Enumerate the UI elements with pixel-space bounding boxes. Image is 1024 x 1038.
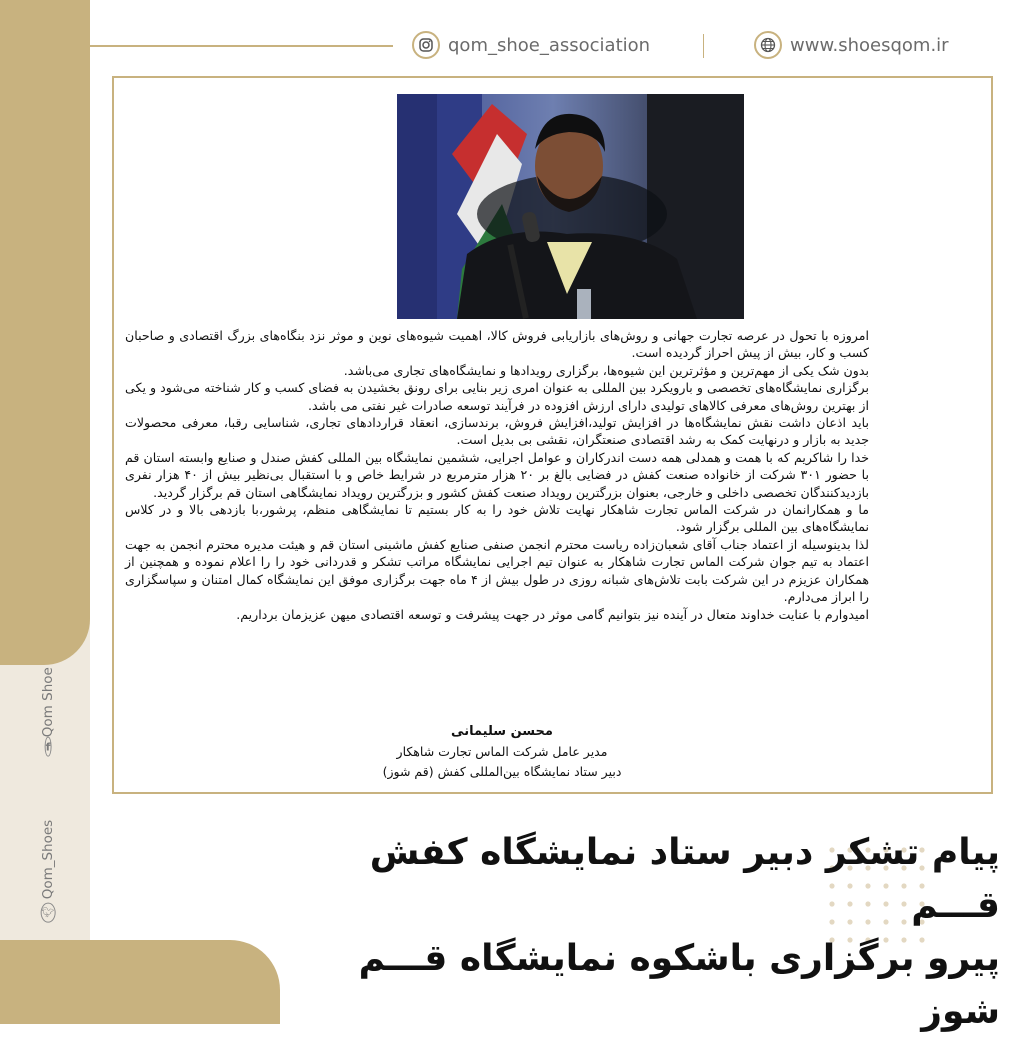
paragraph: بدون شک یکی از مهم‌ترین و مؤثرترین این شیوه‌ها، برگزاری رویدادها و نمایشگاه‌های تجاری می‌باشد. <box>343 362 869 378</box>
twitter-label: Qom_Shoes <box>40 819 56 900</box>
paragraph: خدا را شاکریم که با همت و همدلی همه دست اندرکاران و عوامل اجرایی، ششمین نمایشگاه بین المللی کفش صندل و صنایع وابسته استان قم با حضور ۳۰۱ شرکت از خانواده صنعت کفش در فضایی بالغ بر ۲۰ هزار مترمربع در شرایط خاص و با استقبال بی‌نظیر بیش از ۴۰ هزار نفری بازدیدکنندگان تخصصی داخلی و خارجی، بعنوان بزرگترین رویداد صنعت کفش کشور و بزرگترین رویداد نمایشگاهی استان قم برگزار گردید. <box>125 449 869 500</box>
twitter-icon: 🐦︎ <box>41 903 56 923</box>
website-link[interactable] <box>754 28 949 62</box>
paragraph: امروزه با تحول در عرصه تجارت جهانی و روش‌های بازاریابی فروش کالا، اهمیت شیوه‌های نوین و موثر نزد بنگاه‌های بزرگ اقتصادی و صاحبان کسب و کار، بیش از پیش احراز گردیده است. <box>125 328 869 361</box>
side-band-gold <box>0 0 90 665</box>
signature-block <box>262 722 742 782</box>
instagram-handle: qom_shoe_association <box>448 34 651 56</box>
twitter-link[interactable] <box>38 819 58 920</box>
headline <box>280 826 1000 1038</box>
paragraph: امیدوارم با عنایت خداوند متعال در آینده نیز بتوانیم گامی موثر در جهت پیشرفت و توسعه اقتصادی میهن عزیزمان برداریم. <box>236 606 869 622</box>
globe-icon <box>754 31 782 59</box>
headline-line: پیام تشکر دبیر ستاد نمایشگاه کفش قـــم <box>369 832 1000 926</box>
paragraph: برگزاری نمایشگاه‌های تخصصی و بارویکرد بین المللی به عنوان امری زیر بنایی برای رونق بخشیدن به فضای کسب و کار شناخته می‌شود و یکی از بهترین روش‌های معرفی کالاهای تولیدی دارای ارزش افزوده در فرآیند توسعه صادرات غیر نفتی می باشد. <box>125 380 869 413</box>
instagram-icon <box>412 31 440 59</box>
signature-title: مدیر عامل شرکت الماس تجارت شاهکار <box>396 744 608 759</box>
facebook-icon: f <box>45 737 52 757</box>
instagram-link[interactable] <box>412 28 650 62</box>
headline-line: پیرو برگزاری باشکوه نمایشگاه قـــم شوز <box>358 938 1000 1032</box>
website-url: www.shoesqom.ir <box>790 34 949 56</box>
signature-title: دبیر ستاد نمایشگاه بین‌المللی کفش (قم شوز) <box>382 764 622 779</box>
facebook-link[interactable] <box>38 667 58 754</box>
signature-name: محسن سلیمانی <box>451 724 553 739</box>
speaker-photo <box>397 94 744 319</box>
paragraph: باید اذعان داشت نقش نمایشگاه‌ها در افزایش تولید،افزایش فروش، برندسازی، انعقاد قراردادهای تجاری، شناسایی رقبا، معرفی محصولات جدید به بازار و درنهایت کمک به رشد اقتصادی صنعتگران، نقشی بی بدیل است. <box>125 415 869 448</box>
header-divider-line <box>88 45 393 47</box>
facebook-label: Qom Shoe <box>40 667 56 738</box>
header-separator <box>703 34 704 58</box>
bottom-corner-decoration <box>0 940 280 1024</box>
paragraph: ما و همکارانمان در شرکت الماس تجارت شاهکار نهایت تلاش خود را به کار بستیم تا نمایشگاهی منظم، پرشور،با بازدهی بالا و در کلاس نمایشگاه‌های بین المللی برگزار شود. <box>125 502 869 535</box>
article-body <box>125 327 869 623</box>
paragraph: لذا بدینوسیله از اعتماد جناب آقای شعبان‌زاده ریاست محترم انجمن صنفی صنایع کفش ماشینی استان قم و هیئت مدیره محترم انجمن به جهت اعتماد به تیم جوان شرکت الماس تجارت شاهکار به عنوان تیم اجرایی نمایشگاه مراتب تشکر و قدردانی خود را را اعلام نموده و همچنین از همکاران عزیزم در این شرکت بابت تلاش‌های شبانه روزی در طول بیش از ۴ ماه جهت برگزاری موفق این نمایشگاه کمال امتنان و سپاسگزاری را ابراز می‌دارم. <box>125 536 870 605</box>
